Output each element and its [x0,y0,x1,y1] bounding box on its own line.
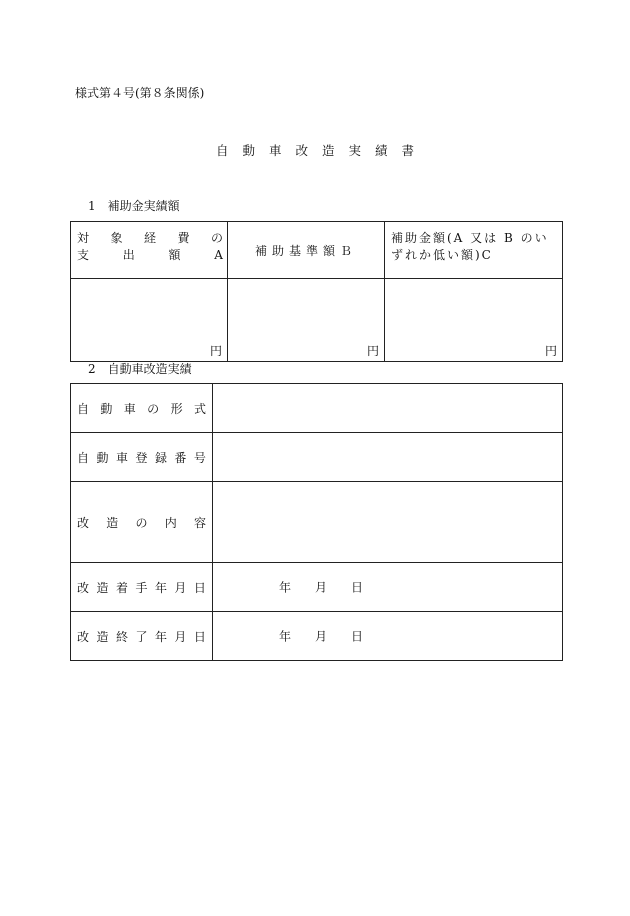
vehicle-model-field[interactable] [213,384,563,433]
char: 造 [106,515,119,530]
char: 象 [110,231,123,245]
char: 式 [193,401,206,416]
char: 自 [77,450,90,465]
char: 年 [154,580,167,595]
year-label: 年 [279,629,292,644]
start-date-field[interactable] [213,563,563,612]
char: 車 [123,401,136,416]
label-vehicle-model [71,384,213,433]
char: 月 [174,629,187,644]
char: 額 [168,248,181,262]
char: の [135,515,148,530]
char: 造 [96,629,109,644]
char: の [210,231,223,245]
day-label: 日 [351,580,364,595]
modification-content-field[interactable] [213,482,563,563]
end-date-field[interactable] [213,612,563,661]
char: 改 [77,580,90,595]
header-c-line2: ずれか低い額)C [391,248,493,262]
subsidy-amount-cell[interactable] [385,279,563,362]
char: 終 [115,629,128,644]
char: 費 [177,231,190,245]
label-end-date [71,612,213,661]
char: 経 [143,231,156,245]
char: 出 [122,248,135,262]
char: 着 [115,580,128,595]
header-subsidy-amount [385,222,563,279]
section-heading-modification: 2 自動車改造実績 [88,362,192,376]
char: 月 [174,580,187,595]
char: 日 [193,580,206,595]
char: 年 [154,629,167,644]
day-label: 日 [351,629,364,644]
char: 自 [77,401,90,416]
char: 日 [193,629,206,644]
char: 動 [100,401,113,416]
char: 対 [77,231,90,245]
char: A [214,248,223,262]
char: 番 [174,450,187,465]
char: 内 [164,515,177,530]
char: 録 [154,450,167,465]
header-a-line1 [77,230,223,247]
char: 改 [77,629,90,644]
standard-amount-cell[interactable] [228,279,385,362]
yen-unit: 円 [366,344,379,358]
label-registration-number [71,433,213,482]
char: 形 [170,401,183,416]
char: 改 [77,515,90,530]
yen-unit: 円 [544,344,557,358]
char: 手 [135,580,148,595]
registration-number-field[interactable] [213,433,563,482]
char: の [147,401,160,416]
month-label: 月 [315,580,328,595]
char: 造 [96,580,109,595]
label-modification-content [71,482,213,563]
char: 容 [193,515,206,530]
section-heading-subsidy: 1 補助金実績額 [88,199,180,213]
expense-amount-cell[interactable] [71,279,228,362]
form-number: 様式第４号(第８条関係) [75,86,205,100]
char: 動 [96,450,109,465]
char: 支 [77,248,90,262]
char: 号 [193,450,206,465]
char: 車 [115,450,128,465]
label-start-date [71,563,213,612]
modification-table [70,383,563,661]
header-c-line1: 補助金額(A 又は B のい [391,231,549,245]
month-label: 月 [315,629,328,644]
year-label: 年 [279,580,292,595]
document-title: 自動車改造実績書 [215,143,428,158]
header-a-line2 [77,247,223,264]
subsidy-table [70,221,563,362]
yen-unit: 円 [209,344,222,358]
header-standard-amount: 補助基準額Ｂ [228,222,385,279]
header-expense-amount [71,222,228,279]
char: 登 [135,450,148,465]
char: 了 [135,629,148,644]
